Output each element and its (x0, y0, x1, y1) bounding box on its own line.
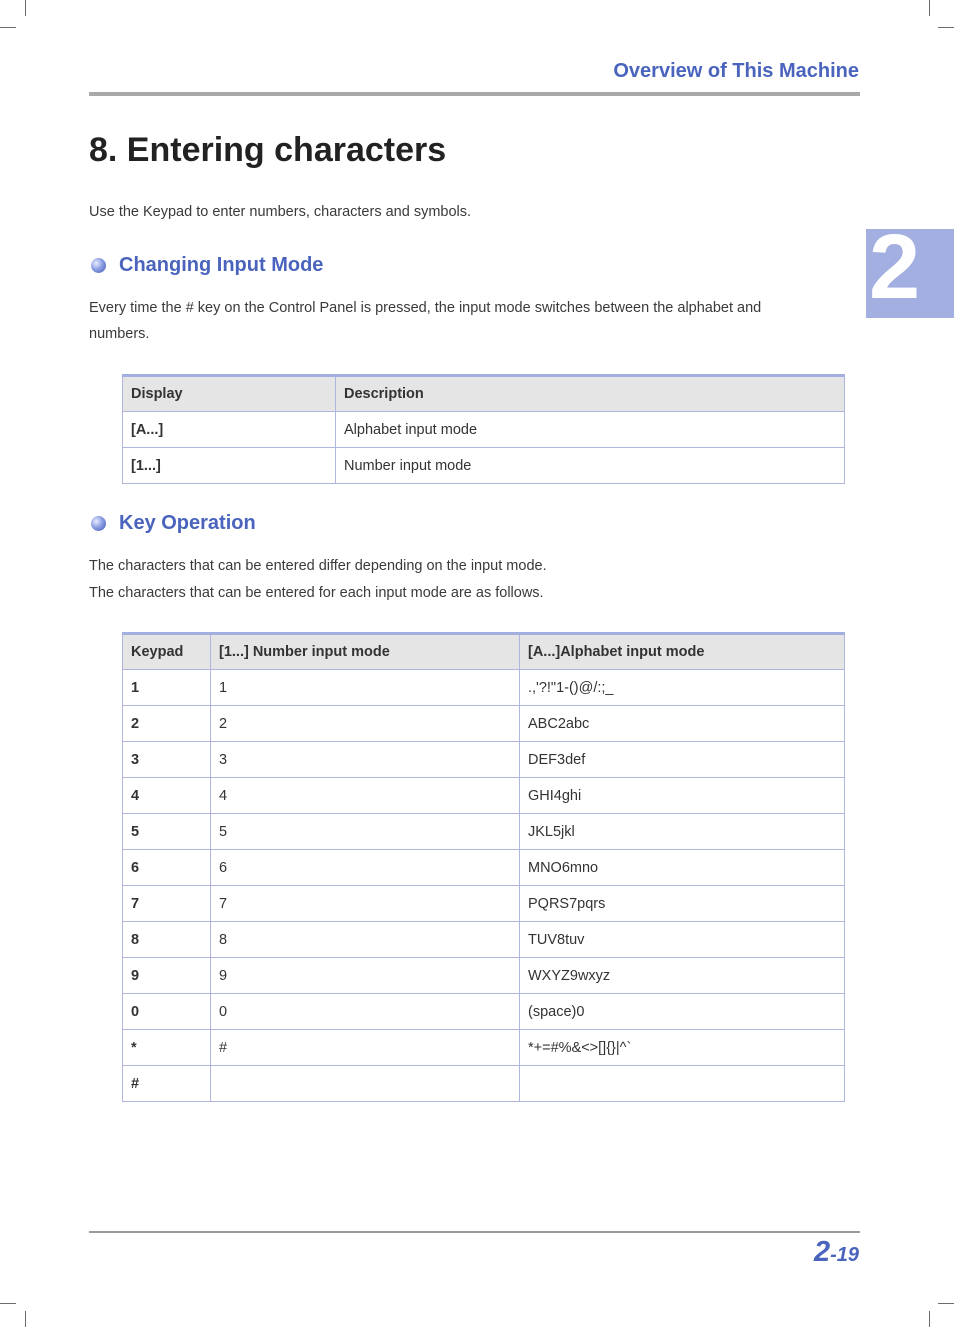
table-header-row (123, 634, 845, 670)
crop-mark (938, 27, 954, 28)
alphabet-mode-cell: GHI4ghi (520, 778, 845, 814)
alphabet-mode-cell: *+=#%&<>[]{}|^` (520, 1030, 845, 1066)
keypad-cell: 7 (123, 886, 211, 922)
page-number (814, 1236, 859, 1269)
number-mode-cell: # (211, 1030, 520, 1066)
table-row (123, 994, 845, 1030)
keypad-cell: 6 (123, 850, 211, 886)
alphabet-mode-cell: JKL5jkl (520, 814, 845, 850)
crop-mark (0, 27, 16, 28)
chapter-tab (866, 229, 954, 318)
page-title: 8. Entering characters (89, 131, 447, 169)
body-line: The characters that can be entered for each input mode are as follows. (89, 585, 544, 601)
column-header: [A...]Alphabet input mode (520, 634, 845, 670)
number-mode-cell: 5 (211, 814, 520, 850)
keypad-cell: * (123, 1030, 211, 1066)
keypad-cell: 2 (123, 706, 211, 742)
crop-mark (938, 1303, 954, 1304)
page-number-chapter: 2 (813, 1236, 831, 1268)
alphabet-mode-cell: .,'?!"1-()@/:;_ (520, 670, 845, 706)
keypad-cell: 0 (123, 994, 211, 1030)
section-heading-input-mode (91, 254, 323, 277)
chapter-tab-number: 2 (869, 229, 921, 318)
keypad-cell: 1 (123, 670, 211, 706)
table-row (123, 814, 845, 850)
section-heading-key-operation (91, 512, 256, 535)
display-cell: [1...] (123, 448, 336, 484)
table-row (123, 1066, 845, 1102)
alphabet-mode-cell: DEF3def (520, 742, 845, 778)
header-rule (89, 92, 860, 96)
section-title: Key Operation (119, 512, 256, 534)
number-mode-cell: 8 (211, 922, 520, 958)
keypad-cell: # (123, 1066, 211, 1102)
crop-mark (929, 1311, 930, 1327)
keypad-cell: 3 (123, 742, 211, 778)
table-row (123, 1030, 845, 1066)
display-cell: [A...] (123, 412, 336, 448)
bullet-icon (91, 258, 106, 273)
alphabet-mode-cell (520, 1066, 845, 1102)
table-row (123, 742, 845, 778)
section-body (89, 295, 761, 347)
table-row (123, 922, 845, 958)
description-cell: Alphabet input mode (336, 412, 845, 448)
table-row (123, 448, 845, 484)
column-header: Keypad (123, 634, 211, 670)
table-row (123, 850, 845, 886)
body-line: Every time the # key on the Control Panel is pressed, the input mode switches between the alphabet and (89, 300, 762, 316)
number-mode-cell: 7 (211, 886, 520, 922)
section-body (89, 553, 547, 606)
alphabet-mode-cell: ABC2abc (520, 706, 845, 742)
table-row (123, 670, 845, 706)
number-mode-cell: 9 (211, 958, 520, 994)
number-mode-cell: 0 (211, 994, 520, 1030)
running-header: Overview of This Machine (613, 60, 859, 82)
column-header: [1...] Number input mode (211, 634, 520, 670)
table-row (123, 412, 845, 448)
key-operation-table (122, 632, 845, 1102)
alphabet-mode-cell: TUV8tuv (520, 922, 845, 958)
column-header: Description (336, 376, 845, 412)
body-line: The characters that can be entered differ depending on the input mode. (89, 558, 547, 574)
number-mode-cell: 2 (211, 706, 520, 742)
number-mode-cell: 1 (211, 670, 520, 706)
bullet-icon (91, 516, 106, 531)
table-row (123, 778, 845, 814)
keypad-cell: 4 (123, 778, 211, 814)
table-row (123, 886, 845, 922)
alphabet-mode-cell: WXYZ9wxyz (520, 958, 845, 994)
number-mode-cell: 4 (211, 778, 520, 814)
number-mode-cell: 3 (211, 742, 520, 778)
alphabet-mode-cell: (space)0 (520, 994, 845, 1030)
footer-rule (89, 1231, 860, 1233)
crop-mark (0, 1303, 16, 1304)
table-header-row (123, 376, 845, 412)
body-line: numbers. (89, 326, 150, 342)
table-row (123, 958, 845, 994)
keypad-cell: 8 (123, 922, 211, 958)
alphabet-mode-cell: PQRS7pqrs (520, 886, 845, 922)
alphabet-mode-cell: MNO6mno (520, 850, 845, 886)
crop-mark (25, 0, 26, 16)
input-mode-table (122, 374, 845, 484)
crop-mark (929, 0, 930, 16)
table-row (123, 706, 845, 742)
page-number-page: -19 (830, 1244, 859, 1266)
description-cell: Number input mode (336, 448, 845, 484)
column-header: Display (123, 376, 336, 412)
crop-mark (25, 1311, 26, 1327)
number-mode-cell (211, 1066, 520, 1102)
keypad-cell: 5 (123, 814, 211, 850)
intro-text: Use the Keypad to enter numbers, characters and symbols. (89, 204, 472, 220)
section-title: Changing Input Mode (119, 254, 324, 276)
number-mode-cell: 6 (211, 850, 520, 886)
keypad-cell: 9 (123, 958, 211, 994)
